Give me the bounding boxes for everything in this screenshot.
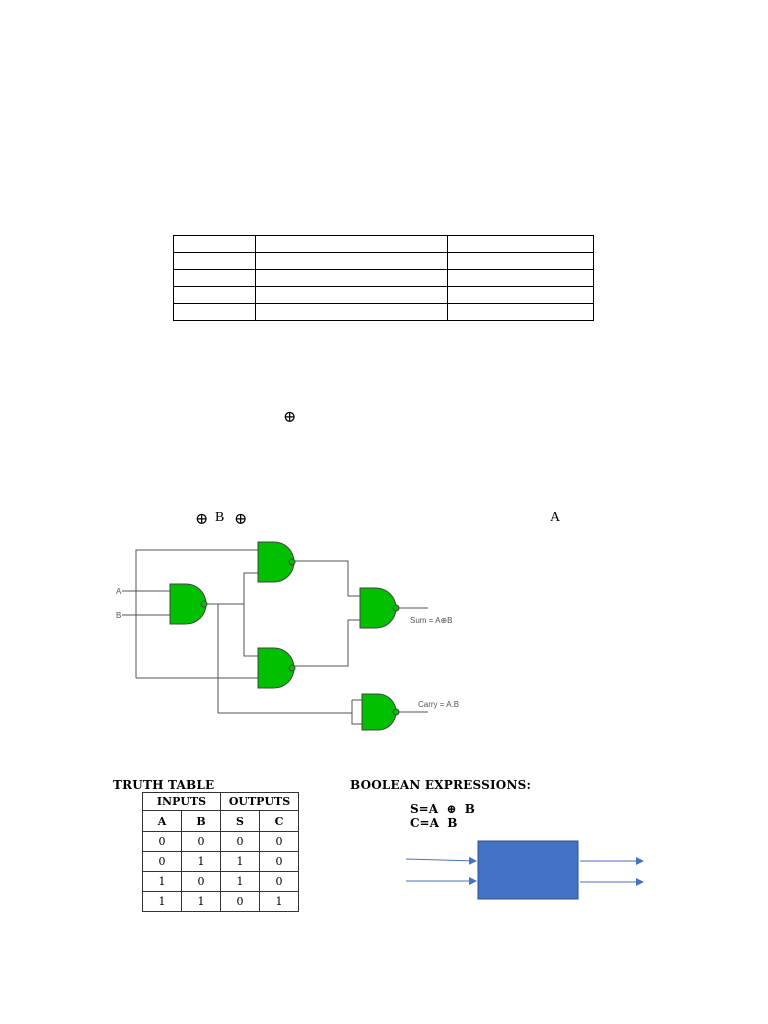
table-row [143, 892, 299, 912]
carry-label: Carry = A.B [418, 700, 460, 709]
table-cell: 1 [143, 872, 182, 892]
table-cell: 0 [221, 832, 260, 852]
xor-symbol-b: ⊕ [234, 509, 248, 528]
half-adder-block-diagram [400, 836, 650, 916]
nand-gate-4-bubble [393, 605, 399, 611]
table-cell: 0 [260, 832, 299, 852]
table-cell: 1 [182, 892, 221, 912]
nand-gate-5 [362, 694, 396, 730]
column-header: C [260, 811, 299, 832]
inputs-header: INPUTS [143, 793, 221, 811]
nand-gate-1-bubble [201, 601, 207, 607]
sum-label: Sum = A⊕B [410, 616, 453, 625]
table-cell: 1 [182, 852, 221, 872]
truth-table [142, 792, 299, 912]
xor-symbol-a: ⊕ [195, 509, 209, 528]
table-cell: 0 [221, 892, 260, 912]
sum-expression: S=A ⊕ B [410, 802, 475, 816]
table-cell: 1 [143, 892, 182, 912]
table-cell: 0 [143, 832, 182, 852]
input-a-label: A [116, 587, 122, 596]
column-header: A [143, 811, 182, 832]
table-cell: 0 [260, 852, 299, 872]
nand-gate-4 [360, 588, 396, 628]
table-cell: 0 [260, 872, 299, 892]
table-row [174, 304, 594, 321]
letter-b: B [215, 510, 225, 525]
column-header: S [221, 811, 260, 832]
table-row [174, 253, 594, 270]
input-arrow-a [406, 859, 476, 861]
input-b-label: B [116, 611, 122, 620]
half-adder-circuit [108, 538, 468, 744]
empty-table [173, 235, 594, 321]
table-row [174, 236, 594, 253]
table-cell: 0 [143, 852, 182, 872]
table-row [174, 287, 594, 304]
nand-gates [170, 542, 399, 730]
table-row [143, 852, 299, 872]
table-cell: 1 [260, 892, 299, 912]
table-row [143, 872, 299, 892]
nand-gate-3-bubble [289, 665, 295, 671]
table-cell: 1 [221, 852, 260, 872]
xor-symbol: ⊕ [283, 407, 297, 426]
nand-gate-5-bubble [393, 709, 399, 715]
carry-expression: C=A B [410, 816, 458, 830]
table-row [174, 270, 594, 287]
letter-a: A [550, 510, 561, 525]
table-cell: 0 [182, 872, 221, 892]
table-row [143, 832, 299, 852]
table-cell: 0 [182, 832, 221, 852]
boolean-heading: BOOLEAN EXPRESSIONS: [350, 778, 532, 792]
outputs-header: OUTPUTS [221, 793, 299, 811]
nand-gate-2-bubble [289, 559, 295, 565]
half-adder-block [478, 841, 578, 899]
table-cell: 1 [221, 872, 260, 892]
truth-table-heading: TRUTH TABLE [113, 778, 215, 792]
column-header: B [182, 811, 221, 832]
